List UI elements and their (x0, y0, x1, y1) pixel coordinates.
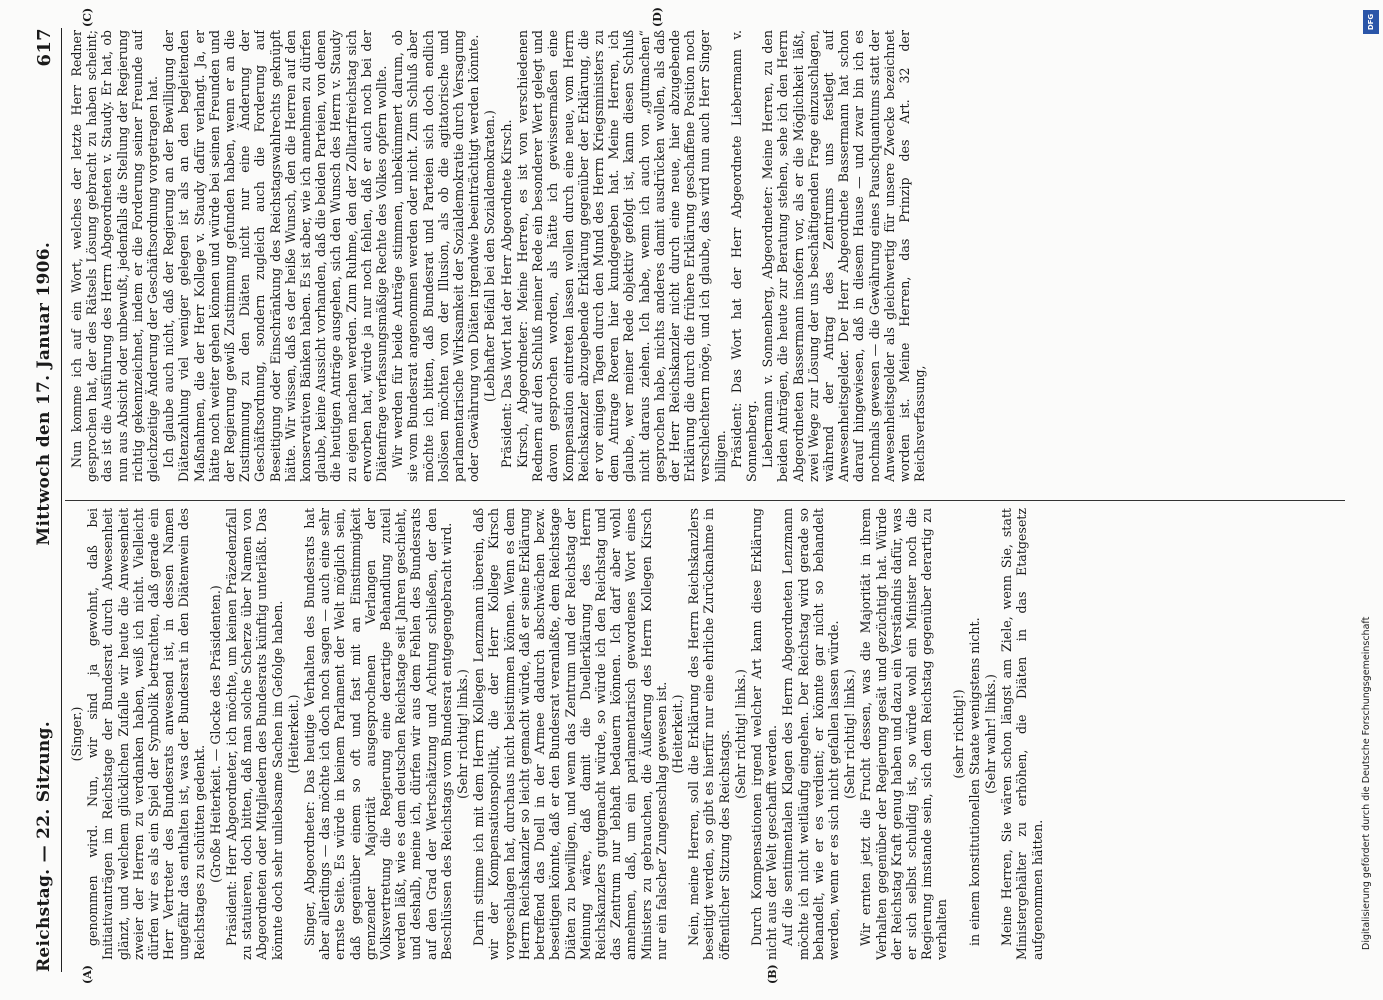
paragraph: (Sehr richtig! links.) (732, 669, 748, 799)
paragraph: Nein, meine Herren, soll die Erklärung des Herrn Reichskanzlers beseitigt werden, so gibt es hierfür nur eine ehrliche Zurücknahme in öffentlicher Sitzung des Reichstags. (686, 508, 732, 960)
paragraph: Nun komme ich auf ein Wort, welches der letzte Herr Redner gesprochen hat, der des Rätsels Lösung gebracht zu haben scheint; das ist die Ausführung des Herrn Abgeordneten v. Staudy. Er hat, ob nun aus Absicht oder unbewußt, jedenfalls die Stellung der Regierung richtig gekennzeichnet, indem er die Forderung seiner Freunde auf gleichzeitige Änderung der Geschäftsordnung vorgetragen hat. (69, 30, 161, 482)
paragraph: Präsident: Herr Abgeordneter, ich möchte, um keinen Präzedenzfall zu statuieren, doch bitten, daß man solche Scherze über Namen von Abgeordneten oder Mitgliedern des Bundesrats künftig unterläßt. Das könnte doch sehr unliebsame Sachen im Gefolge haben. (224, 508, 285, 960)
paragraph: Kirsch, Abgeordneter: Meine Herren, es ist von verschiedenen Rednern auf den Schluß meiner Rede ein besonderer Wert gelegt und davon gesprochen worden, als hätte ich gewissermaßen eine Kompensation eintreten lassen wollen durch eine neue, vom Herrn Reichskanzler abzugebende Erklärung gegenüber der Erklärung, die er vor einigen Tagen durch den Mund des Herrn Kriegsministers zu dem Antrage Roeren hier kundgegeben hat. Meine Herren, ich glaube, wer meiner Rede objektiv gefolgt ist, kann diesen Schluß nicht daraus ziehen. Ich habe, wenn ich auch von „gutmachen“ gesprochen habe, nichts anderes damit ausdrücken wollen, als daß der Herr Reichskanzler nicht durch eine neue, hier abzugebende Erklärung die durch die frühere Erklärung geschaffene Position noch verschlechtern möge, und ich glaube, das wird nun auch Herr Singer billigen. (514, 30, 728, 482)
page-header (27, 28, 62, 972)
paragraph: Singer, Abgeordneter: Das heutige Verhalten des Bundesrats hat aber allerdings — das möchte ich doch noch sagen — auch eine sehr ernste Seite. Es würde in keinem Parlament der Welt möglich sein, daß gegenüber einem so oft und fast mit an Einstimmigkeit grenzender Majorität ausgesprochenen Verlangen der Volksvertretung die Regierung eine derartige Behandlung zuteil werden läßt, wie es dem deutschen Reichstage seit Jahren geschieht, und deshalb, meine ich, dürfen wir aus dem Fehlen des Bundesrats auf den Grad der Wertschätzung und Achtung schließen, der den Beschlüssen des Reichstags vom Bundesrat entgegengebracht wird. (302, 508, 454, 960)
paragraph: (Heiterkeit.) (285, 694, 301, 774)
logo-text: DFG (1367, 13, 1375, 31)
paragraph: Ich glaube auch nicht, daß der Regierung an der Bewilligung der Diätenzahlung viel weniger gelegen ist als an den begleitenden Maßnahmen, die der Herr Kollege v. Staudy dafür verlangt. Ja, er hätte noch weiter gehen können und würde bei seinen Freunden und der Regierung gewiß Zustimmung gefunden haben, wenn er an die Zustimmung zu den Diäten nicht nur eine Änderung der Geschäftsordnung, sondern zugleich auch die Forderung auf Beseitigung oder Einschränkung des Reichstagswahlrechts geknüpft hätte. Wir wissen, daß es der heiße Wunsch, den die Herren auf den konservativen Bänken haben. Es ist aber, wie ich annehmen zu dürfen glaube, keine Aussicht vorhanden, daß die beiden Parteien, von denen die heutigen Anträge ausgehen, sich den Wunsch des Herrn v. Staudy zu eigen machen werden. Zum Ruhme, den der Zolltarifreichstag sich erworben hat, würde ja nur noch fehlen, daß er auch noch bei der Diätenfrage verfassungsmäßige Rechte des Volkes opfern wollte. (161, 30, 390, 482)
paragraph: Durch Kompensationen irgend welcher Art kann diese Erklärung nicht aus der Welt geschafft werden. (748, 508, 780, 960)
paragraph: Präsident: Das Wort hat der Herr Abgeordnete Liebermann v. Sonnenberg. (728, 30, 759, 482)
right-text-column (69, 30, 1349, 482)
column-rule (65, 500, 1345, 501)
paragraph: Auf die sentimentalen Klagen des Herrn Abgeordneten Lenzmann möchte ich nicht weitläufig eingehen. Der Reichstag wird gerade so behandelt, wie er es verdient; er könnte gar nicht so behandelt werden, wenn er es sich nicht gefallen lassen würde. (780, 508, 841, 960)
paragraph: (Lebhafter Beifall bei den Sozialdemokraten.) (482, 110, 498, 402)
paragraph: (Sehr richtig! links.) (842, 669, 858, 799)
margin-marker-c: (C) (81, 7, 94, 27)
header-left: Reichstag. — 22. Sitzung. (34, 721, 54, 972)
margin-marker-b: (B) (766, 964, 779, 984)
paragraph: Wir ernten jetzt die Frucht dessen, was die Majorität in ihrem Verhalten gegenüber der Regierung gesät und gezüchtigt hat. Würde der Reichstag Kraft genug haben und dazu ein Verständnis dafür, was er sich selbst schuldig ist, so würde wohl ein Minister noch die Regierung imstande sein, sich dem Reichstag gegenüber derartig zu verhalten (858, 508, 950, 960)
paragraph: Wir werden für beide Anträge stimmen, unbekümmert darum, ob sie vom Bundesrat angenommen werden oder nicht. Zum Schluß aber möchte ich bitten, daß Bundesrat und Parteien sich doch endlich loslösen möchten von der Illusion, als ob die agitatorische und parlamentarische Wirksamkeit der Sozialdemokratie durch Versagung oder Gewährung von Diäten irgendwie beeinträchtigt werden könnte. (390, 30, 482, 482)
paragraph: (Heiterkeit.) (669, 694, 685, 774)
paragraph: in einem konstitutionellen Staate wenigstens nicht. (966, 617, 982, 946)
left-text-column (69, 508, 1349, 960)
paragraph: Darin stimme ich mit dem Herrn Kollegen Lenzmann überein, daß wir der Kompensationspolitik, die der Herr Kollege Kirsch vorgeschlagen hat, durchaus nicht beistimmen können. Wenn es dem Herrn Reichskanzler so leicht gemacht würde, daß er seine Erklärung betreffend das Duell in der Armee dadurch abschwächen bezw. beseitigen könnte, daß er den Bundesrat veranlaßte, dem Reichstage Diäten zu bewilligen, und wenn das Zentrum und der Reichstag der Meinung wäre, daß damit die Duellerklärung des Herrn Reichskanzlers gutgemacht würde, so würde ich den Reichstag und das Zentrum nur lebhaft bedauern können. Ich darf aber wohl annehmen, daß, um ein parlamentarisch gewordenes Wort eines Ministers zu gebrauchen, die Äußerung des Herrn Kollegen Kirsch nur ein falscher Zungenschlag gewesen ist. (471, 508, 669, 960)
paragraph: (sehr richtig!) (950, 689, 966, 779)
rotated-newspaper-page (21, 7, 1361, 990)
paragraph: (Sehr richtig! links.) (455, 669, 471, 799)
dfg-logo (1363, 10, 1379, 34)
digitization-note: Digitalisierung gefördert durch die Deutsche Forschungsgemeinschaft (1361, 616, 1372, 950)
paragraph: (Sehr wahr! links.) (982, 674, 998, 794)
paragraph: (Singer.) (69, 706, 84, 762)
margin-marker-a: (A) (81, 965, 94, 984)
page-number: 617 (33, 28, 55, 67)
margin-marker-d: (D) (651, 7, 664, 27)
paragraph: Präsident: Das Wort hat der Herr Abgeordnete Kirsch. (498, 119, 514, 468)
paragraph: genommen wird. Nun, wir sind ja gewohnt, daß bei Initiativanträgen im Reichstage der Bundesrat durch Abwesenheit glänzt, und welchem glücklichen Zufalle wir heute die Anwesenheit zweier der Herren zu verdanken haben, weiß ich nicht. Vielleicht dürfen wir es als ein Spiel der Symbolik betrachten, daß gerade ein Herr Vertreter des Bundesrats anwesend ist, in dessen Namen ungefähr das enthalten ist, was der Bundesrat in den Diätenwein des Reichstages zu schütten gedenkt. (85, 508, 207, 960)
header-date: Mittwoch den 17. Januar 1906. (34, 241, 54, 546)
paragraph: (Große Heiterkeit. — Glocke des Präsidenten.) (207, 585, 223, 883)
paragraph: Meine Herren, Sie wären schon längst am Ziele, wenn Sie, statt Ministergehälter zu erhöhen, die Diäten in das Etatgesetz aufgenommen hätten. (999, 508, 1045, 960)
paragraph: Liebermann v. Sonnenberg, Abgeordneter: Meine Herren, zu den beiden Anträgen, die heute zur Beratung stehen, sehe ich den Herrn Abgeordneten Bassermann insofern vor, als er die Möglichkeit läßt, zwei Wege zur Lösung der uns beschäftigenden Frage einzuschlagen, während der Antrag des Zentrums uns festlegt auf Anwesenheitsgelder. Der Herr Abgeordnete Bassermann hat schon darauf hingewiesen, daß in diesem Hause — und zwar bin ich es nochmals gewesen — die Gewährung eines Pauschquantums statt der Anwesenheitsgelder als gleichwertig für unsere Zwecke bezeichnet worden ist. Meine Herren, das Prinzip des Art. 32 der Reichsverfassung, (760, 30, 928, 482)
